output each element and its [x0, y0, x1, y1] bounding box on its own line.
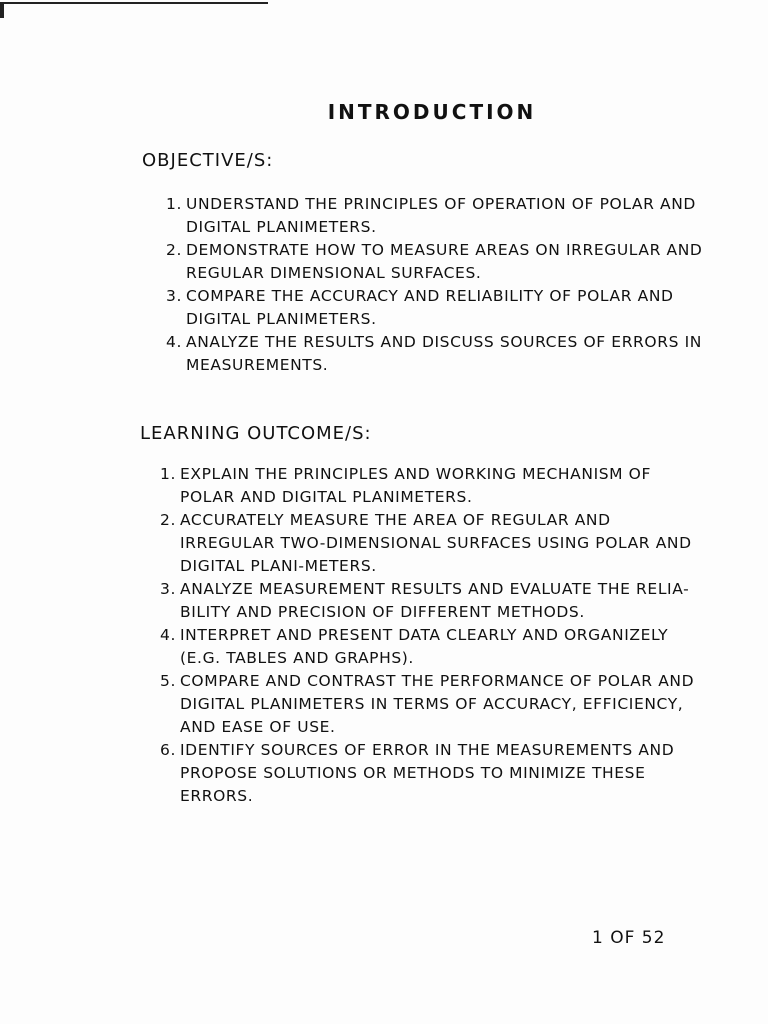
- corner-mark: [0, 2, 4, 18]
- top-edge-line: [0, 2, 268, 4]
- objective-item: [166, 331, 706, 377]
- learning-outcomes-list: [160, 463, 700, 808]
- objective-number: 4.: [166, 333, 182, 351]
- outcome-number: 3.: [160, 580, 176, 598]
- outcome-text: INTERPRET AND PRESENT DATA CLEARLY AND ORGANIZELY (E.G. TABLES AND GRAPHS).: [180, 626, 669, 667]
- outcome-text: ANALYZE MEASUREMENT RESULTS AND EVALUATE THE RELIA-BILITY AND PRECISION OF DIFFERENT METHODS.: [180, 580, 690, 621]
- objective-item: [166, 193, 706, 239]
- objective-text: ANALYZE THE RESULTS AND DISCUSS SOURCES OF ERRORS IN MEASUREMENTS.: [186, 333, 702, 374]
- outcome-number: 2.: [160, 511, 176, 529]
- outcome-item: [160, 624, 700, 670]
- outcome-text: ACCURATELY MEASURE THE AREA OF REGULAR AND IRREGULAR TWO-DIMENSIONAL SURFACES USING POLAR AND DIGITAL PLANI-METERS.: [180, 511, 692, 575]
- outcome-number: 4.: [160, 626, 176, 644]
- objective-number: 3.: [166, 287, 182, 305]
- objectives-list: [166, 193, 706, 377]
- outcome-number: 5.: [160, 672, 176, 690]
- outcome-text: EXPLAIN THE PRINCIPLES AND WORKING MECHANISM OF POLAR AND DIGITAL PLANIMETERS.: [180, 465, 652, 506]
- outcome-item: [160, 739, 700, 808]
- objective-text: UNDERSTAND THE PRINCIPLES OF OPERATION OF POLAR AND DIGITAL PLANIMETERS.: [186, 195, 696, 236]
- page-number: 1 OF 52: [592, 928, 666, 948]
- objective-item: [166, 285, 706, 331]
- objective-text: COMPARE THE ACCURACY AND RELIABILITY OF POLAR AND DIGITAL PLANIMETERS.: [186, 287, 674, 328]
- outcome-number: 6.: [160, 741, 176, 759]
- outcome-item: [160, 509, 700, 578]
- outcome-item: [160, 578, 700, 624]
- outcome-number: 1.: [160, 465, 176, 483]
- page-title: INTRODUCTION: [327, 100, 537, 124]
- objective-number: 1.: [166, 195, 182, 213]
- outcome-text: IDENTIFY SOURCES OF ERROR IN THE MEASUREMENTS AND PROPOSE SOLUTIONS OR METHODS TO MINIMIZE THESE ERRORS.: [180, 741, 675, 805]
- objective-item: [166, 239, 706, 285]
- objectives-heading: OBJECTIVE/S:: [142, 150, 274, 171]
- objective-number: 2.: [166, 241, 182, 259]
- outcome-text: COMPARE AND CONTRAST THE PERFORMANCE OF POLAR AND DIGITAL PLANIMETERS IN TERMS OF ACCURACY, EFFICIENCY, AND EASE OF USE.: [180, 672, 695, 736]
- learning-outcomes-heading: LEARNING OUTCOME/S:: [140, 423, 372, 444]
- outcome-item: [160, 463, 700, 509]
- outcome-item: [160, 670, 700, 739]
- objective-text: DEMONSTRATE HOW TO MEASURE AREAS ON IRREGULAR AND REGULAR DIMENSIONAL SURFACES.: [186, 241, 703, 282]
